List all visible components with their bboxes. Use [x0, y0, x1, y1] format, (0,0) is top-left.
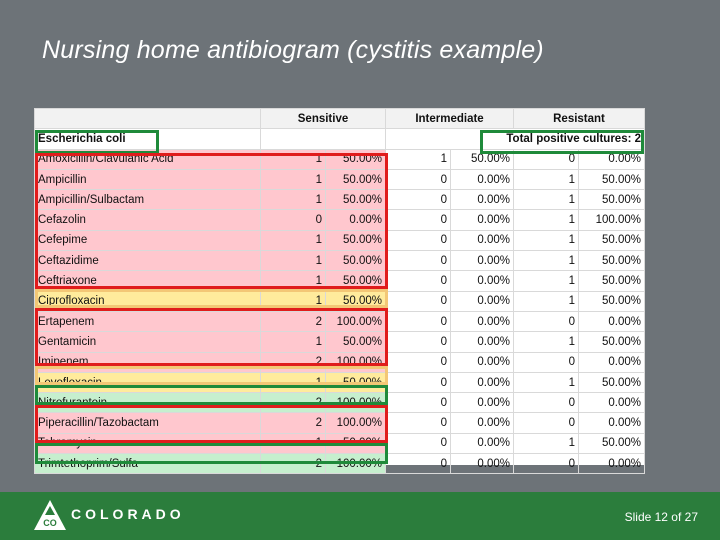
intermediate-percent: 0.00%: [451, 169, 514, 189]
resistant-count: 0: [514, 311, 579, 331]
antibiotic-row: [35, 311, 645, 331]
resistant-percent: 50.00%: [579, 190, 645, 210]
antibiotic-name: Levofloxacin: [35, 372, 261, 392]
antibiotic-name: Ceftriaxone: [35, 271, 261, 291]
resistant-percent: 0.00%: [579, 454, 645, 474]
antibiotic-name: Trimtethoprim/Sulfa: [35, 454, 261, 474]
antibiotic-row: [35, 230, 645, 250]
intermediate-count: 0: [386, 210, 451, 230]
sensitive-percent: 100.00%: [326, 413, 386, 433]
sensitive-count: 2: [261, 393, 326, 413]
resistant-count: 1: [514, 169, 579, 189]
slide-title: Nursing home antibiogram (cystitis example): [42, 36, 544, 64]
intermediate-count: 0: [386, 352, 451, 372]
sensitive-count: 1: [261, 149, 326, 169]
resistant-count: 1: [514, 372, 579, 392]
resistant-percent: 50.00%: [579, 332, 645, 352]
resistant-count: 1: [514, 251, 579, 271]
antibiotic-name: Gentamicin: [35, 332, 261, 352]
resistant-count: 1: [514, 291, 579, 311]
resistant-percent: 0.00%: [579, 393, 645, 413]
sensitive-count: 1: [261, 230, 326, 250]
antibiotic-row: [35, 271, 645, 291]
sensitive-count: 2: [261, 454, 326, 474]
resistant-percent: 50.00%: [579, 433, 645, 453]
resistant-count: 1: [514, 210, 579, 230]
resistant-count: 0: [514, 454, 579, 474]
resistant-count: 0: [514, 393, 579, 413]
sensitive-count: 1: [261, 169, 326, 189]
intermediate-count: 0: [386, 271, 451, 291]
antibiotic-name: Tobramycin: [35, 433, 261, 453]
total-cultures: Total positive cultures: 2: [386, 129, 645, 149]
antibiotic-row: [35, 190, 645, 210]
intermediate-count: 0: [386, 251, 451, 271]
sensitive-percent: 0.00%: [326, 210, 386, 230]
antibiotic-row: [35, 454, 645, 474]
intermediate-percent: 0.00%: [451, 454, 514, 474]
sensitive-percent: 50.00%: [326, 190, 386, 210]
intermediate-count: 0: [386, 190, 451, 210]
resistant-count: 0: [514, 149, 579, 169]
resistant-count: 0: [514, 352, 579, 372]
intermediate-percent: 50.00%: [451, 149, 514, 169]
intermediate-count: 0: [386, 332, 451, 352]
antibiotic-row: [35, 433, 645, 453]
svg-text:CO: CO: [43, 518, 57, 528]
sensitive-count: 2: [261, 352, 326, 372]
resistant-percent: 0.00%: [579, 413, 645, 433]
intermediate-count: 0: [386, 454, 451, 474]
resistant-percent: 50.00%: [579, 271, 645, 291]
resistant-percent: 50.00%: [579, 230, 645, 250]
resistant-count: 1: [514, 332, 579, 352]
antibiotic-name: Cefepime: [35, 230, 261, 250]
resistant-percent: 50.00%: [579, 251, 645, 271]
antibiotic-row: [35, 413, 645, 433]
antibiotic-row: [35, 251, 645, 271]
intermediate-count: 1: [386, 149, 451, 169]
sensitive-count: 1: [261, 251, 326, 271]
antibiotic-row: [35, 169, 645, 189]
resistant-percent: 50.00%: [579, 169, 645, 189]
intermediate-percent: 0.00%: [451, 190, 514, 210]
intermediate-percent: 0.00%: [451, 393, 514, 413]
antibiotic-name: Cefazolin: [35, 210, 261, 230]
antibiotic-row: [35, 372, 645, 392]
slide-number: Slide 12 of 27: [624, 510, 698, 524]
intermediate-percent: 0.00%: [451, 230, 514, 250]
sensitive-percent: 50.00%: [326, 271, 386, 291]
antibiotic-row: [35, 393, 645, 413]
organism-row: [35, 129, 645, 149]
resistant-percent: 100.00%: [579, 210, 645, 230]
antibiotic-row: [35, 210, 645, 230]
colorado-logo-icon: [33, 499, 67, 531]
antibiotic-name: Amoxicillin/Clavulanic Acid: [35, 149, 261, 169]
sensitive-percent: 50.00%: [326, 149, 386, 169]
antibiotic-row: [35, 352, 645, 372]
sensitive-percent: 100.00%: [326, 454, 386, 474]
antibiotic-name: Nitrofurantoin: [35, 393, 261, 413]
intermediate-percent: 0.00%: [451, 413, 514, 433]
resistant-count: 1: [514, 230, 579, 250]
sensitive-percent: 100.00%: [326, 311, 386, 331]
intermediate-count: 0: [386, 372, 451, 392]
intermediate-count: 0: [386, 291, 451, 311]
resistant-percent: 50.00%: [579, 372, 645, 392]
antibiotic-row: [35, 291, 645, 311]
sensitive-percent: 50.00%: [326, 291, 386, 311]
intermediate-count: 0: [386, 230, 451, 250]
antibiotic-row: [35, 332, 645, 352]
sensitive-percent: 50.00%: [326, 230, 386, 250]
sensitive-count: 1: [261, 190, 326, 210]
sensitive-percent: 100.00%: [326, 393, 386, 413]
intermediate-count: 0: [386, 169, 451, 189]
intermediate-count: 0: [386, 433, 451, 453]
header-row: [35, 109, 645, 129]
sensitive-percent: 50.00%: [326, 251, 386, 271]
sensitive-count: 1: [261, 271, 326, 291]
sensitive-count: 1: [261, 372, 326, 392]
intermediate-percent: 0.00%: [451, 251, 514, 271]
antibiotic-name: Ceftazidime: [35, 251, 261, 271]
antibiotic-name: Ampicillin/Sulbactam: [35, 190, 261, 210]
antibiotic-name: Ampicillin: [35, 169, 261, 189]
sensitive-count: 1: [261, 433, 326, 453]
antibiotic-name: Imipenem: [35, 352, 261, 372]
sensitive-count: 2: [261, 413, 326, 433]
sensitive-percent: 50.00%: [326, 372, 386, 392]
intermediate-count: 0: [386, 311, 451, 331]
header-resistant: Resistant: [514, 109, 645, 129]
intermediate-percent: 0.00%: [451, 352, 514, 372]
sensitive-count: 1: [261, 332, 326, 352]
colorado-wordmark: COLORADO: [71, 506, 185, 522]
resistant-count: 1: [514, 190, 579, 210]
intermediate-percent: 0.00%: [451, 210, 514, 230]
header-intermediate: Intermediate: [386, 109, 514, 129]
antibiotic-name: Ciprofloxacin: [35, 291, 261, 311]
antibiogram-table-image: [34, 108, 644, 470]
header-sensitive: Sensitive: [261, 109, 386, 129]
intermediate-percent: 0.00%: [451, 291, 514, 311]
intermediate-percent: 0.00%: [451, 271, 514, 291]
resistant-percent: 50.00%: [579, 291, 645, 311]
organism-name: Escherichia coli: [35, 129, 261, 149]
resistant-percent: 0.00%: [579, 352, 645, 372]
intermediate-count: 0: [386, 413, 451, 433]
sensitive-percent: 50.00%: [326, 332, 386, 352]
sensitive-percent: 100.00%: [326, 352, 386, 372]
sensitive-count: 0: [261, 210, 326, 230]
intermediate-percent: 0.00%: [451, 372, 514, 392]
antibiotic-name: Ertapenem: [35, 311, 261, 331]
intermediate-percent: 0.00%: [451, 311, 514, 331]
antibiogram-table: [34, 108, 645, 474]
antibiotic-name: Piperacillin/Tazobactam: [35, 413, 261, 433]
resistant-count: 0: [514, 413, 579, 433]
sensitive-count: 2: [261, 311, 326, 331]
antibiotic-row: [35, 149, 645, 169]
sensitive-percent: 50.00%: [326, 169, 386, 189]
resistant-count: 1: [514, 433, 579, 453]
intermediate-count: 0: [386, 393, 451, 413]
intermediate-percent: 0.00%: [451, 433, 514, 453]
sensitive-percent: 50.00%: [326, 433, 386, 453]
resistant-count: 1: [514, 271, 579, 291]
resistant-percent: 0.00%: [579, 149, 645, 169]
intermediate-percent: 0.00%: [451, 332, 514, 352]
sensitive-count: 1: [261, 291, 326, 311]
resistant-percent: 0.00%: [579, 311, 645, 331]
